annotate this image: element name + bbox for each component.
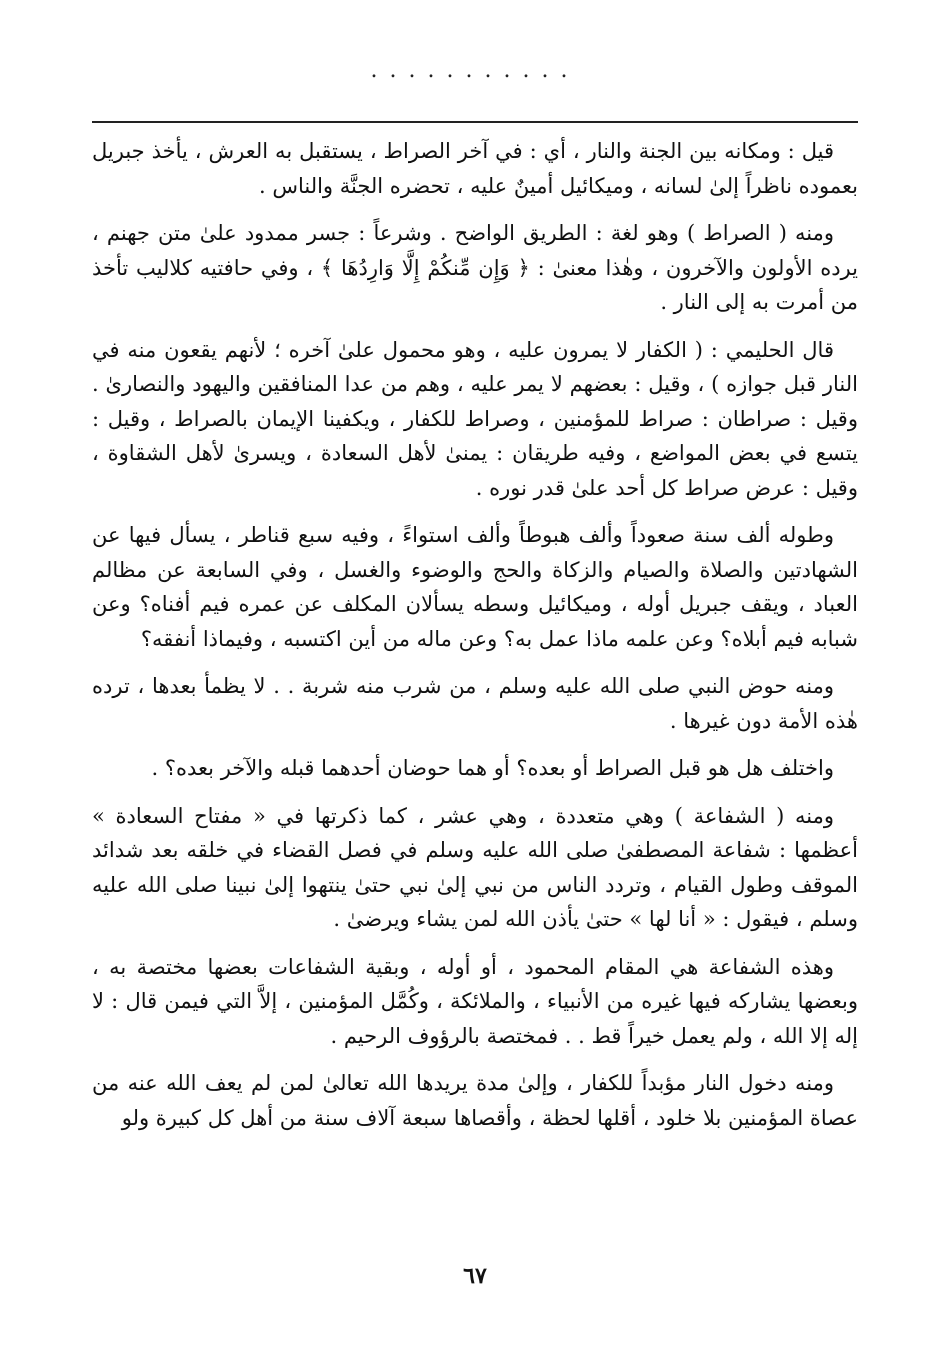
paragraph-maqam-mahmud: وهذه الشفاعة هي المقام المحمود ، أو أوله ، وبقية الشفاعات بعضها مختصة به ، وبعضها يشاركه فيها غيره من الأنبياء ، والملائكة ، وكُمَّل المؤمنين ، إلاَّ التي فيمن قال : لا إله إلا الله ، ولم يعمل خيراً قط . . فمختصة بالرؤوف الرحيم . xyxy=(92,954,859,1048)
page-number: ٦٧ xyxy=(463,1263,487,1289)
paragraph-shafaa: ومنه ( الشفاعة ) وهي متعددة ، وهي عشر ، كما ذكرتها في « مفتاح السعادة » أعظمها : شفاعة المصطفىٰ صلى الله عليه وسلم في فصل القضاء في خلقه بعد شدائد الموقف وطول القيام ، وتردد الناس من نبي إلىٰ نبي حتىٰ ينتهوا إلىٰ نبينا صلى الله عليه وسلم ، فيقول : « أنا لها » حتىٰ يأذن الله لمن يشاء ويرضىٰ . xyxy=(92,803,858,931)
paragraph-hawd: ومنه حوض النبي صلى الله عليه وسلم ، من شرب منه شربة . . لا يظمأ بعدها ، ترده هٰذه الأمة دون غيرها . xyxy=(92,674,858,733)
paragraph-hawd-dispute: واختلف هل هو قبل الصراط أو بعده؟ أو هما حوضان أحدهما قبله والآخر بعده؟ . xyxy=(151,756,834,780)
paragraph-entering-fire: ومنه دخول النار مؤبداً للكفار ، وإلىٰ مدة يريدها الله تعالىٰ لمن لم يعف الله عنه من عصاة المؤمنين بلا خلود ، أقلها لحظة ، وأقصاها سبعة آلاف سنة من أهل كل كبيرة ولو xyxy=(92,1071,858,1130)
paragraph-halimi-opinion: قال الحليمي : ( الكفار لا يمرون عليه ، وهو محمول علىٰ آخره ؛ لأنهم يقعون منه في النار قبل جوازه ) ، وقيل : بعضهم لا يمر عليه ، وهم من عدا المنافقين واليهود والنصارىٰ . وقيل : صراطان : صراط للمؤمنين ، وصراط للكفار ، ويكفينا الإيمان بالصراط ، وقيل : يتسع في بعض المواضع ، وفيه طريقان : يمنىٰ لأهل السعادة ، ويسرىٰ لأهل الشقاوة ، وقيل : عرض صراط كل أحد علىٰ قدر نوره . xyxy=(92,337,858,500)
paragraph-sirat-length: وطوله ألف سنة صعوداً وألف هبوطاً وألف استواءً ، وفيه سبع قناطر ، يسأل فيها عن الشهادتين والصلاة والصيام والزكاة والحج والوضوء والغسل ، وفي السابعة عن مظالم العباد ، ويقف جبريل أوله ، وميكائيل وسطه يسألان المكلف عن عمره فيم أفناه؟ وعن شبابه فيم أبلاه؟ وعن علمه ماذا عمل به؟ وعن ماله من أين اكتسبه ، وفيماذا أنفقه؟ xyxy=(92,523,858,651)
main-text xyxy=(92,134,858,1135)
paragraph-sirat-location: قيل : ومكانه بين الجنة والنار ، أي : في آخر الصراط ، يستقبل به العرش ، يأخذ جبريل بعموده ناظراً إلىٰ لسانه ، وميكائيل أمينٌ عليه ، تحضره الجنَّة والناس . xyxy=(92,139,858,198)
header-dot-leader: ........... xyxy=(370,60,580,82)
header-rule xyxy=(92,121,858,123)
paragraph-sirat-definition: ومنه ( الصراط ) وهو لغة : الطريق الواضح . وشرعاً : جسر ممدود علىٰ متن جهنم ، يرده الأولون والآخرون ، وهٰذا معنىٰ : ﴿ وَإِن مِّنكُمْ إِلَّا وَارِدُهَا ﴾ ، وفي حافتيه كلاليب تأخذ من أمرت به إلى النار . xyxy=(92,221,858,314)
